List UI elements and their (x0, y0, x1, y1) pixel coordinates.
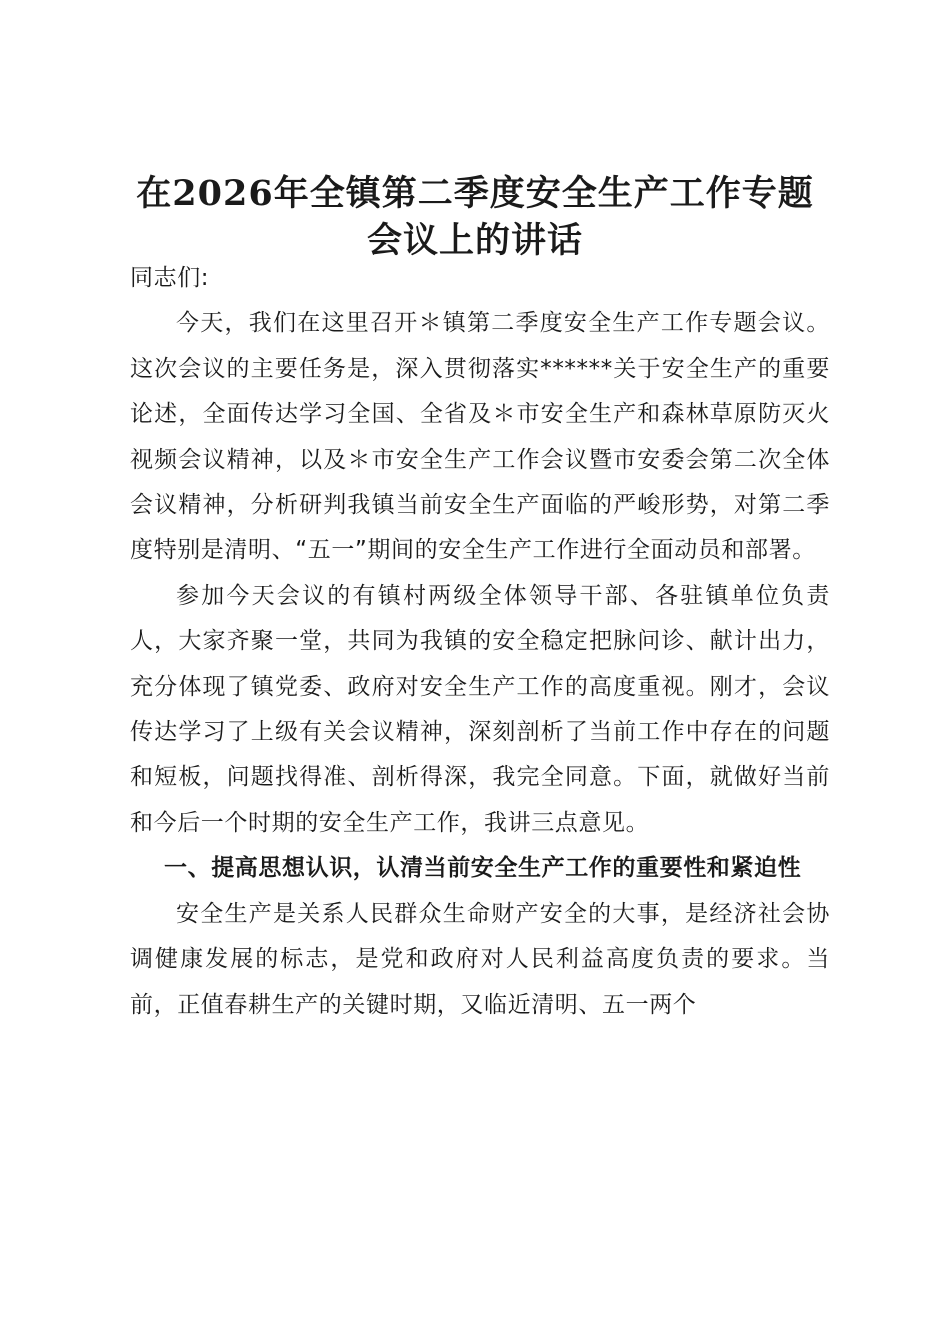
section-1-paragraph: 安全生产是关系人民群众生命财产安全的大事，是经济社会协调健康发展的标志，是党和政府对人民利益高度负责的要求。当前，正值春耕生产的关键时期，又临近清明、五一两个 (130, 900, 830, 1018)
paragraph-attendees: 参加今天会议的有镇村两级全体领导干部、各驻镇单位负责人，大家齐聚一堂，共同为我镇的安全稳定把脉问诊、献计出力，充分体现了镇党委、政府对安全生产工作的高度重视。刚才，会议传达学习了上级有关会议精神，深刻剖析了当前工作中存在的问题和短板，问题找得准、剖析得深，我完全同意。下面，就做好当前和今后一个时期的安全生产工作，我讲三点意见。 (130, 582, 830, 836)
title-line-1: 在2026年全镇第二季度安全生产工作专题 (136, 173, 814, 214)
document-body (130, 256, 830, 1028)
salutation: 同志们: (130, 265, 210, 291)
section-heading-1: 一、提高思想认识，认清当前安全生产工作的重要性和紧迫性 (164, 855, 802, 882)
document-title (100, 170, 850, 264)
title-line-2: 会议上的讲话 (366, 220, 583, 261)
paragraph-opening: 今天，我们在这里召开＊镇第二季度安全生产工作专题会议。这次会议的主要任务是，深入贯彻落实******关于安全生产的重要论述，全面传达学习全国、全省及＊市安全生产和森林草原防灭火视频会议精神，以及＊市安全生产工作会议暨市安委会第二次全体会议精神，分析研判我镇当前安全生产面临的严峻形势，对第二季度特别是清明、“五一”期间的安全生产工作进行全面动员和部署。 (130, 310, 830, 564)
